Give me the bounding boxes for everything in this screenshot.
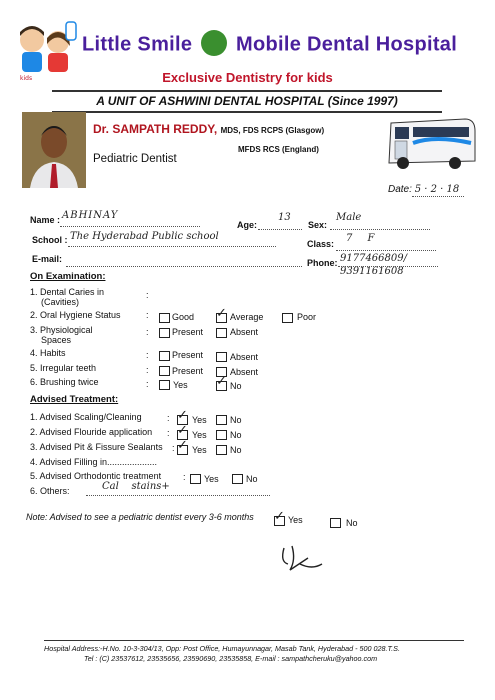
school-underline [68, 246, 276, 247]
scaling-no-label: No [230, 415, 242, 425]
exam-irregular-label: 5. Irregular teeth [30, 363, 97, 373]
hygiene-poor-label: Poor [297, 312, 317, 322]
email-label: E-mail: [32, 254, 63, 264]
note-no-label: No [346, 518, 358, 528]
treat-others-value: Cal stains+ [102, 481, 170, 492]
school-label: School : [32, 235, 68, 245]
spaces-present-label: Present [172, 327, 204, 337]
sealants-yes-checkbox[interactable] [177, 438, 188, 455]
hygiene-average-label: Average [230, 312, 264, 322]
ortho-no-label: No [246, 474, 258, 484]
treat-flouride-colon: : [167, 428, 170, 438]
exam-spaces-label: 3. Physiological [30, 325, 93, 335]
patient-sex: Male [336, 212, 362, 223]
habits-absent-checkbox[interactable] [216, 352, 227, 362]
spaces-present-checkbox[interactable] [159, 328, 170, 338]
exam-habits-label: 4. Habits [30, 348, 66, 358]
check-mark-icon: ✓ [177, 408, 188, 423]
date-underline [412, 196, 464, 197]
check-mark-icon: ✓ [216, 306, 227, 321]
name-underline [60, 226, 200, 227]
date-field [388, 184, 459, 195]
exam-habits-colon: : [146, 350, 149, 360]
brushing-no-checkbox[interactable] [216, 374, 227, 391]
ortho-no-checkbox[interactable] [232, 474, 243, 484]
treat-flouride-label: 2. Advised Flouride application [30, 427, 153, 437]
footer-contact: Tel : (C) 23537612, 23535656, 23590690, 23535858, E-mail : sampathcheruku@yahoo.com [84, 654, 378, 663]
exam-spaces-colon: : [146, 327, 149, 337]
ortho-yes-checkbox[interactable] [190, 474, 201, 484]
treat-others-label: 6. Others: [30, 486, 70, 496]
name-label: Name : [30, 215, 61, 225]
footer-address: Hospital Address:-H.No. 10-3-304/13, Opp: Post Office, Humayunnagar, Masab Tank, Hyderabad - 500 028.T.S. [44, 644, 400, 653]
exam-brushing-label: 6. Brushing twice [30, 377, 99, 387]
brushing-yes-label: Yes [173, 380, 188, 390]
date-value: 5 · 2 · 18 [414, 184, 460, 195]
brushing-no-label: No [230, 381, 242, 391]
sealants-no-label: No [230, 445, 242, 455]
examination-heading: On Examination: [30, 271, 106, 282]
doctor-photo [22, 112, 86, 188]
treat-ortho-colon: : [183, 472, 186, 482]
treat-sealants-colon: : [172, 443, 175, 453]
email-underline [66, 266, 302, 267]
note-yes-label: Yes [288, 515, 303, 525]
check-mark-icon: ✓ [177, 438, 188, 453]
treat-scaling-label: 1. Advised Scaling/Cleaning [30, 412, 142, 422]
note-no-checkbox[interactable] [330, 518, 341, 528]
date-label: Date: [388, 184, 412, 195]
treat-scaling-colon: : [167, 413, 170, 423]
irregular-present-label: Present [172, 366, 204, 376]
spaces-absent-label: Absent [230, 327, 259, 337]
hygiene-good-label: Good [172, 312, 195, 322]
class-underline [336, 250, 436, 251]
check-mark-icon: ✓ [274, 509, 285, 524]
scaling-no-checkbox[interactable] [216, 415, 227, 425]
phone-label: Phone: [307, 258, 338, 268]
doctor-name: Dr. SAMPATH REDDY, [93, 122, 218, 136]
exam-hygiene-label: 2. Oral Hygiene Status [30, 310, 121, 320]
hygiene-poor-checkbox[interactable] [282, 313, 293, 323]
footer [44, 640, 464, 664]
doctor-signature [278, 540, 326, 578]
flouride-no-label: No [230, 430, 242, 440]
patient-class: 7 F [346, 233, 381, 244]
habits-present-label: Present [172, 350, 204, 360]
exam-brushing-colon: : [146, 379, 149, 389]
age-label: Age: [237, 220, 257, 230]
hygiene-average-checkbox[interactable] [216, 306, 227, 323]
patient-school: The Hyderabad Public school [70, 231, 219, 242]
ortho-yes-label: Yes [204, 474, 219, 484]
doctor-name-line [93, 122, 324, 136]
spaces-absent-checkbox[interactable] [216, 328, 227, 338]
flouride-no-checkbox[interactable] [216, 430, 227, 440]
exam-irregular-colon: : [146, 365, 149, 375]
flouride-yes-label: Yes [192, 430, 207, 440]
sex-underline [330, 229, 430, 230]
svg-text:kids: kids [20, 75, 33, 82]
scaling-yes-label: Yes [192, 415, 207, 425]
treat-filling-label: 4. Advised Filling in.................... [30, 457, 158, 467]
exam-hygiene-colon: : [146, 310, 149, 320]
exam-caries-label-2: (Cavities) [41, 297, 80, 307]
tagline: Exclusive Dentistry for kids [162, 70, 333, 85]
treatment-heading: Advised Treatment: [30, 394, 119, 405]
exam-caries-label: 1. Dental Caries in [30, 287, 105, 297]
bus-image [385, 113, 477, 175]
patient-phone-2: 9391161608 [340, 266, 404, 277]
title-left: Little Smile [82, 33, 193, 56]
treat-ortho-label: 5. Advised Orthodontic treatment [30, 471, 162, 481]
phone-underline [338, 266, 438, 267]
note-yes-checkbox[interactable] [274, 509, 285, 526]
age-underline [258, 229, 302, 230]
patient-phone: 9177466809/ [340, 253, 407, 264]
exam-item-caries [30, 287, 104, 307]
habits-absent-label: Absent [230, 352, 259, 362]
others-underline [86, 495, 270, 496]
treat-sealants-label: 3. Advised Pit & Fissure Sealants [30, 442, 163, 452]
irregular-present-checkbox[interactable] [159, 366, 170, 376]
check-mark-icon: ✓ [216, 374, 227, 389]
sealants-yes-label: Yes [192, 445, 207, 455]
check-mark-icon: ✓ [177, 423, 188, 438]
title-right: Mobile Dental Hospital [236, 33, 458, 56]
note-text: Note: Advised to see a pediatric dentist every 3-6 months [26, 512, 254, 522]
sex-label: Sex: [308, 220, 328, 230]
exam-caries-colon: : [146, 290, 149, 300]
exam-spaces [30, 325, 93, 345]
exam-spaces-label-2: Spaces [41, 335, 72, 345]
brushing-yes-checkbox[interactable] [159, 380, 170, 390]
doctor-degrees-2: MFDS RCS (England) [238, 145, 319, 154]
tooth-logo-icon [201, 30, 227, 56]
irregular-absent-label: Absent [230, 367, 259, 377]
unit-line: A UNIT OF ASHWINI DENTAL HOSPITAL (Since 1997) [52, 90, 442, 113]
doctor-degrees: MDS, FDS RCPS (Glasgow) [220, 126, 325, 135]
patient-name: ABHINAY [62, 210, 119, 221]
hygiene-good-checkbox[interactable] [159, 313, 170, 323]
patient-age: 13 [278, 212, 291, 223]
sealants-no-checkbox[interactable] [216, 445, 227, 455]
clinic-title [82, 32, 457, 58]
class-label: Class: [307, 239, 335, 249]
habits-present-checkbox[interactable] [159, 351, 170, 361]
doctor-specialty: Pediatric Dentist [93, 153, 177, 165]
